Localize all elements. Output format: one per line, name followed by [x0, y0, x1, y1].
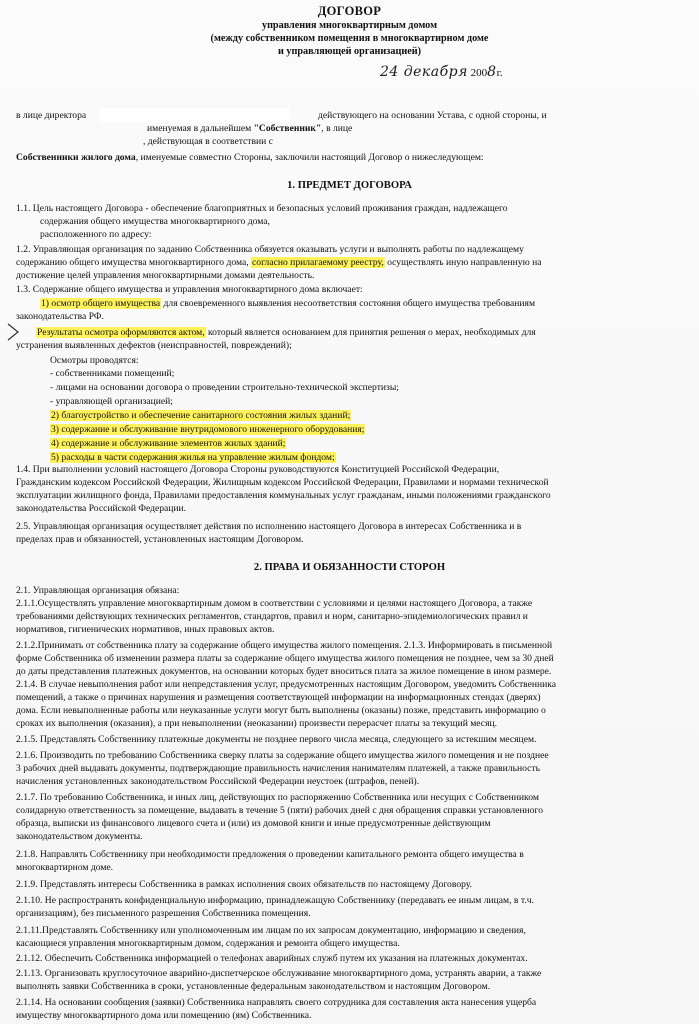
document-subtitle [0, 19, 699, 58]
s1-line: законодательства Российской Федерации. [16, 503, 187, 514]
highlight-registry: согласно прилагаемому реестру, [252, 257, 384, 268]
s1-line: 1.3. Содержание общего имущества и управления многоквартирного дома включает: [16, 284, 363, 295]
s2-line: форме Собственника об изменении размера платы за содержание общего имущества жилого помещения не позднее, чем за 30 дней [16, 653, 554, 664]
s2-line: 2.1.8. Направлять Собственнику при необходимости предложения о проведении капитального ремонта общего имущества в [16, 849, 524, 860]
s1-line [40, 298, 535, 310]
s1-line: 2.5. Управляющая организация осуществляет действия по исполнению настоящего Договора в интересах Собственника и в [16, 521, 522, 532]
s2-line: 2.1. Управляющая организация обязана: [16, 585, 180, 596]
s2-line: законодательством документы. [16, 831, 143, 842]
s2-line: организациям), без письменного разрешения Собственника помещения. [16, 908, 311, 919]
s2-line: до даты представления платежных документов, на основании которых будет вноситься плата за жилое помещение в ином размере. [16, 666, 552, 677]
s2-line: 2.1.9. Представлять интересы Собственника в рамках исполнения своих обязательств по настоящему Договору. [16, 879, 473, 890]
subtitle-line: и управляющей организацией) [278, 46, 421, 57]
s2-line: дома. Если невыполненные работы или неуказанные услуги могут быть выполнены (оказаны) позже, представить информацию о [16, 705, 546, 716]
s1-segment: для своевременного выявления несоответствия состояния общего имущества требованиям [161, 298, 536, 309]
s1-line: устранения выявленных дефектов (неисправностей, повреждений); [16, 340, 292, 351]
s1-line [50, 424, 365, 436]
s2-line: 2.1.1.Осуществлять управление многоквартирным домом в соответствии с условиями и целями настоящего Договора, а также [16, 598, 533, 609]
s1-line: - собственниками помещений; [50, 368, 175, 379]
section-1-heading: 1. ПРЕДМЕТ ДОГОВОРА [287, 180, 412, 191]
s1-segment: осуществлять иную направленную на [384, 257, 542, 268]
s2-line: 2.1.2.Принимать от собственника плату за содержание общего имущества жилого помещения. 2.1.3. Информировать в письменной [16, 640, 553, 651]
s2-line: 2.1.14. На основании сообщения (заявки) Собственника направлять своего сотрудника для составления акта нанесения ущерба [16, 997, 537, 1008]
s1-line: законодательства РФ. [16, 311, 104, 322]
date-year: 200 [470, 67, 488, 79]
date-year-suffix: 8 [487, 64, 497, 80]
s2-line: требованиями действующих технических регламентов, стандартов, правил и норм, санитарно-эпидемиологических правил и [16, 611, 528, 622]
s2-line: начисления установленных законодательством Российской Федерации неустоек (штрафов, пеней). [16, 776, 420, 787]
date-tail: г. [496, 67, 503, 79]
s1-line: пределах прав и обязанностей, установленных настоящим Договором. [16, 534, 304, 545]
date-handwritten: 24 декабря [380, 64, 468, 80]
s1-line: расположенного по адресу: [40, 229, 152, 240]
highlight-item-4: 4) содержание и обслуживание элементов жилых зданий; [51, 438, 286, 449]
preamble-referred [147, 123, 352, 135]
s2-line: многоквартирном доме. [16, 862, 114, 873]
s2-line: 2.1.10. Не распространять конфиденциальную информацию, принадлежащую Собственнику (передавать ее иным лицам, в т.ч. [16, 895, 534, 906]
s1-segment: который является основанием для принятия решения о мерах, необходимых для [205, 327, 536, 338]
s2-line: образца, выписки из финансового лицевого счета и (или) из домовой книги и иные предусмотренные действующим [16, 818, 491, 829]
preamble-agreement: , именуемые совместно Стороны, заключили настоящий Договор о нижеследующем: [135, 152, 484, 163]
preamble-in-person: , в лице [321, 123, 353, 134]
preamble-owners-term: Собственники жилого дома [16, 152, 136, 163]
section-2-heading: 2. ПРАВА И ОБЯЗАННОСТИ СТОРОН [253, 562, 446, 573]
preamble-referred-text: именуемая в дальнейшем [147, 123, 252, 134]
s2-line: касающиеся управления многоквартирным домом, содержания и ремонта общего имущества. [16, 938, 400, 949]
s2-line: 2.1.11.Представлять Собственнику или уполномоченным им лицам по их запросам документацию, информацию и сведения, [16, 925, 526, 936]
s2-line: солидарную ответственность за помещение, выдавать в течение 5 (пяти) рабочих дней с дня обращения справки установленного [16, 805, 544, 816]
redacted-area [100, 108, 290, 122]
highlight-item-2: 2) благоустройство и обеспечение санитарного состояния жилых зданий; [51, 410, 351, 421]
preamble-acting: , действующая в соответствии с [143, 136, 273, 147]
s1-line [50, 410, 351, 422]
s1-line: Осмотры проводятся: [50, 355, 139, 366]
s1-line [36, 327, 536, 339]
s1-line: Гражданским кодексом Российской Федерации, Жилищным кодексом Российской Федерации, Правилами и нормами технической [16, 477, 549, 488]
s1-line: 1.4. При выполнении условий настоящего Договора Стороны руководствуются Конституцией Российской Федерации, [16, 464, 500, 475]
s1-line: - лицами на основании договора о проведении строительно-технической экспертизы; [50, 382, 399, 393]
s2-line: нормативов, гигиенических нормативов, иных правовых актов. [16, 624, 275, 635]
s1-line: содержания общего имущества многоквартирного дома, [40, 216, 270, 227]
s2-line: 2.1.13. Организовать круглосуточное аварийно-диспетчерское обслуживание многоквартирного дома, устранять аварии, а также [16, 968, 542, 979]
s2-line: 2.1.6. Производить по требованию Собственника сверку платы за содержание общего имущества жилого помещения и не позднее [16, 750, 549, 761]
s2-line: выполнять заявки Собственника в сроки, установленные федеральным законодательством и настоящим Договором. [16, 981, 491, 992]
s2-line: 2.1.12. Обеспечить Собственника информацией о телефонах аварийных служб путем их указания на платежных документах. [16, 953, 528, 964]
s1-line: 1.2. Управляющая организация по заданию Собственника обязуется оказывать услуги и выполнять работы по надлежащему [16, 244, 524, 255]
s1-line: - управляющей организацией; [50, 396, 173, 407]
preamble-owners [16, 152, 484, 164]
subtitle-line: (между собственником помещения в многоквартирном доме [210, 33, 489, 44]
s1-segment: содержанию общего имущества многоквартирного дома, [16, 257, 249, 268]
highlight-results: Результаты осмотра оформляются актом, [37, 327, 205, 338]
margin-arrow-icon [6, 322, 20, 342]
preamble-director: в лице директора [16, 110, 87, 121]
s2-line: имуществу многоквартирного дома или помещению (ям) Собственника. [16, 1010, 312, 1021]
s2-line: сроках их выполнения (оказания), а при невыполнении (неоказании) произвести перерасчет платы за текущий месяц. [16, 718, 498, 729]
preamble-basis: действующего на основании Устава, с одной стороны, и [318, 110, 547, 121]
subtitle-line: управления многоквартирным домом [261, 20, 438, 31]
s2-line: 3 рабочих дней выдавать документы, подтверждающие правильность начисления нанимателям платежей, а также правильность [16, 763, 540, 774]
contract-date [380, 64, 503, 80]
highlight-item-3: 3) содержание и обслуживание внутридомового инженерного оборудования; [51, 424, 365, 435]
s2-line: 2.1.4. В случае невыполнения работ или непредставления услуг, предусмотренных настоящим Договором, уведомить Собственника [16, 679, 557, 690]
s1-line [16, 257, 542, 269]
document-title: ДОГОВОР [317, 4, 382, 18]
highlight-item-5: 5) расходы в части содержания жилья на управление жилым фондом; [51, 452, 335, 463]
s2-line: 2.1.5. Представлять Собственнику платежные документы не позднее первого числа месяца, следующего за истекшим месяцем. [16, 734, 537, 745]
highlight-inspection: 1) осмотр общего имущества [41, 298, 161, 309]
s1-line: эксплуатации жилищного фонда, Правилами предоставления коммунальных услуг гражданам, иными положениями гражданского [16, 490, 551, 501]
s1-line: 1.1. Цель настоящего Договора - обеспечение благоприятных и безопасных условий проживания граждан, надлежащего [16, 203, 508, 214]
s1-line [50, 452, 336, 464]
s2-line: помещений, а также о причинах нарушения и размещения соответствующей информации на информационных стендах (дверях) [16, 692, 541, 703]
s2-line: 2.1.7. По требованию Собственника, и иных лиц, действующих по распоряжению Собственника или несущих с Собственником [16, 792, 539, 803]
s1-line [50, 438, 286, 450]
preamble-owner-term: "Собственник" [253, 123, 322, 134]
s1-line: достижение целей управления многоквартирными домами деятельность. [16, 270, 315, 281]
